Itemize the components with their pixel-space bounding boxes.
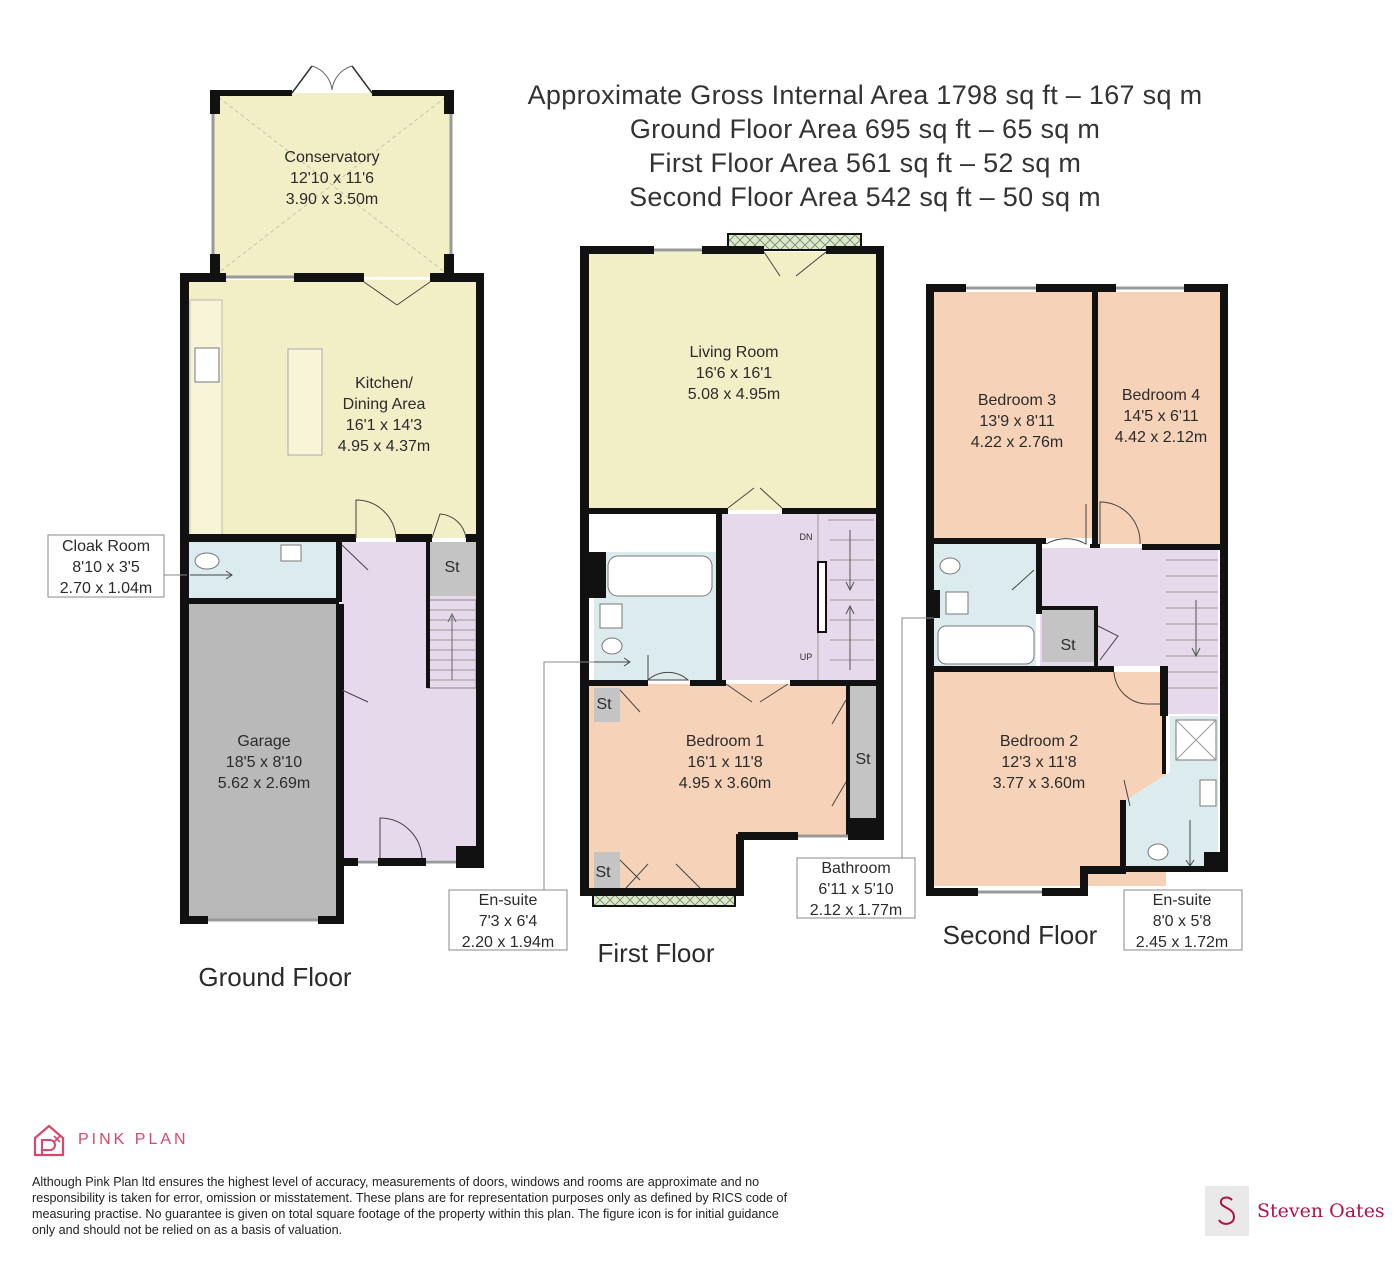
kitchen-dining-room bbox=[187, 280, 478, 538]
second-store-label: St bbox=[1060, 637, 1076, 654]
disclaimer-text: Although Pink Plan ltd ensures the highest level of accuracy, measurements of doors, windows and rooms are approximate and no responsibility is taken for error, omission or misstatement. These plans are for representation purposes only as defined by RICS code of measuring practise. No guarantee is given on total square footage of the property within this plan. The figure icon is for initial guidance only and should not be relied on as a basis of valuation. bbox=[32, 1175, 788, 1237]
first-area-text: First Floor Area 561 sq ft – 52 sq m bbox=[648, 148, 1082, 178]
living-metric: 5.08 x 4.95m bbox=[687, 386, 781, 403]
bedroom-3-name: Bedroom 3 bbox=[977, 392, 1057, 409]
bedroom-2-metric: 3.77 x 3.60m bbox=[992, 775, 1086, 792]
bedroom-3-metric: 4.22 x 2.76m bbox=[970, 434, 1064, 451]
conservatory-metric: 3.90 x 3.50m bbox=[285, 191, 379, 208]
bedroom-2-imperial: 12'3 x 11'8 bbox=[1001, 754, 1077, 771]
kitchen-name-2: Dining Area bbox=[342, 396, 426, 413]
bedroom-1-metric: 4.95 x 3.60m bbox=[678, 775, 772, 792]
ground-store-label: St bbox=[444, 559, 460, 576]
stairs-up-label: UP bbox=[799, 652, 813, 662]
first-store-bottom-label: St bbox=[595, 864, 611, 881]
cloak-imperial: 8'10 x 3'5 bbox=[72, 559, 140, 576]
cloak-room bbox=[187, 542, 339, 600]
cloak-room-callout bbox=[48, 535, 187, 597]
bathroom-metric: 2.12 x 1.77m bbox=[809, 902, 903, 919]
bathroom-name: Bathroom bbox=[821, 860, 891, 877]
bedroom-1-imperial: 16'1 x 11'8 bbox=[687, 754, 763, 771]
bedroom-4-metric: 4.42 x 2.12m bbox=[1114, 429, 1208, 446]
first-store-right-label: St bbox=[855, 751, 871, 768]
second-store bbox=[1042, 610, 1094, 662]
bedroom-4-name: Bedroom 4 bbox=[1121, 387, 1201, 404]
first-ensuite-name: En-suite bbox=[478, 892, 538, 909]
pink-plan-brand: PINK PLAN bbox=[78, 1131, 189, 1148]
living-imperial: 16'6 x 16'1 bbox=[695, 365, 773, 382]
ground-floor-label: Ground Floor bbox=[198, 962, 352, 992]
bathroom-imperial: 6'11 x 5'10 bbox=[818, 881, 894, 898]
conservatory-imperial: 12'10 x 11'6 bbox=[289, 170, 375, 187]
bedroom-3-imperial: 13'9 x 8'11 bbox=[979, 413, 1055, 430]
cloak-metric: 2.70 x 1.04m bbox=[59, 580, 153, 597]
living-name: Living Room bbox=[689, 344, 779, 361]
second-area-text: Second Floor Area 542 sq ft – 50 sq m bbox=[629, 182, 1101, 212]
kitchen-name-1: Kitchen/ bbox=[355, 375, 413, 392]
kitchen-metric: 4.95 x 4.37m bbox=[337, 438, 431, 455]
cloak-name: Cloak Room bbox=[61, 538, 151, 555]
garage-imperial: 18'5 x 8'10 bbox=[225, 754, 303, 771]
ground-area-text: Ground Floor Area 695 sq ft – 65 sq m bbox=[629, 114, 1101, 144]
first-floor bbox=[580, 234, 884, 906]
garage-name: Garage bbox=[237, 733, 291, 750]
second-floor-label: Second Floor bbox=[942, 920, 1098, 950]
pink-plan-logo bbox=[32, 1122, 189, 1158]
agent-logo bbox=[1205, 1186, 1385, 1236]
kitchen-imperial: 16'1 x 14'3 bbox=[345, 417, 423, 434]
house-logo-icon bbox=[32, 1122, 66, 1158]
first-floor-label: First Floor bbox=[597, 938, 715, 968]
second-ensuite-imperial: 8'0 x 5'8 bbox=[1152, 913, 1212, 930]
second-floor bbox=[926, 284, 1228, 896]
first-ensuite-metric: 2.20 x 1.94m bbox=[461, 934, 555, 951]
bedroom-1-name: Bedroom 1 bbox=[685, 733, 765, 750]
bedroom-4-imperial: 14'5 x 6'11 bbox=[1123, 408, 1199, 425]
second-ensuite-name: En-suite bbox=[1152, 892, 1212, 909]
agent-mark-icon bbox=[1205, 1186, 1249, 1236]
agent-name: Steven Oates bbox=[1257, 1200, 1385, 1222]
first-ensuite-imperial: 7'3 x 6'4 bbox=[478, 913, 538, 930]
garage-metric: 5.62 x 2.69m bbox=[217, 775, 311, 792]
conservatory-name: Conservatory bbox=[284, 149, 380, 166]
second-ensuite-metric: 2.45 x 1.72m bbox=[1135, 934, 1229, 951]
bedroom-2-name: Bedroom 2 bbox=[999, 733, 1079, 750]
second-ensuite-callout bbox=[1124, 890, 1242, 951]
first-store-top-label: St bbox=[596, 696, 612, 713]
stairs-down-label: DN bbox=[799, 532, 813, 542]
gross-area-text: Approximate Gross Internal Area 1798 sq ft – 167 sq m bbox=[527, 80, 1203, 110]
